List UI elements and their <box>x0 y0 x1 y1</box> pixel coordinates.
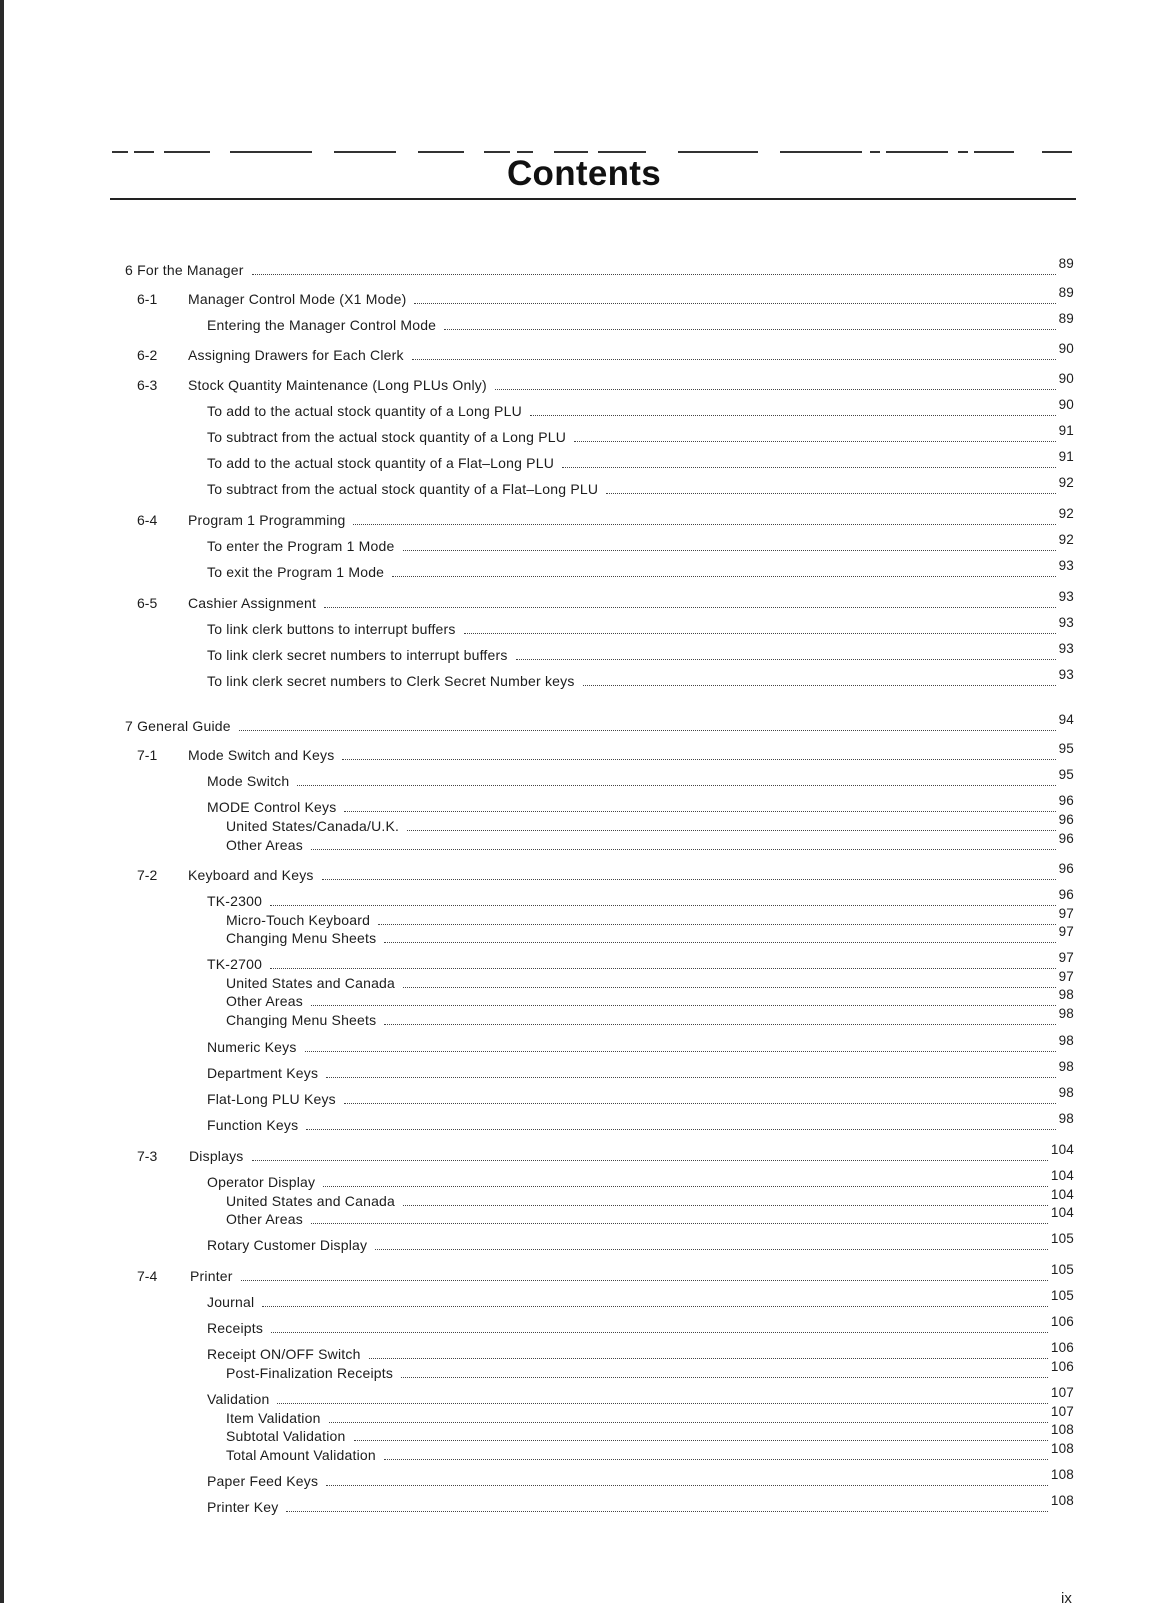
toc-entry-title: Operator Display <box>207 1174 316 1190</box>
toc-entry-title: Cashier Assignment <box>188 595 317 611</box>
toc-section-number: 7-1 <box>137 747 158 763</box>
title-underline <box>110 198 1076 200</box>
toc-dot-leader <box>326 1484 1048 1486</box>
toc-entry-title: Paper Feed Keys <box>207 1473 319 1489</box>
toc-entry-page: 98 <box>1058 1085 1074 1100</box>
toc-entry <box>207 1087 1074 1107</box>
toc-dot-leader <box>342 758 1055 760</box>
toc-entry <box>207 1469 1074 1489</box>
toc-entry-title: Subtotal Validation <box>226 1428 346 1444</box>
toc-dot-leader <box>444 328 1055 330</box>
toc-entry-title: Assigning Drawers for Each Clerk <box>188 347 404 363</box>
toc-entry-title: Other Areas <box>226 1211 303 1227</box>
toc-entry-page: 96 <box>1058 812 1074 827</box>
toc-entry-page: 90 <box>1058 397 1074 412</box>
toc-dot-leader <box>270 967 1055 969</box>
toc-entry-title: Item Validation <box>226 1410 321 1426</box>
toc-entry <box>207 1170 1074 1190</box>
toc-entry <box>226 1207 1074 1227</box>
toc-entry-page: 107 <box>1050 1385 1074 1400</box>
toc-entry-page: 97 <box>1058 924 1074 939</box>
toc-entry <box>226 814 1074 834</box>
toc-entry-page: 93 <box>1058 641 1074 656</box>
toc-entry-title: Micro-Touch Keyboard <box>226 912 371 928</box>
toc-entry-page: 89 <box>1058 285 1074 300</box>
toc-entry-page: 105 <box>1050 1288 1074 1303</box>
toc-entry <box>207 425 1074 445</box>
toc-entry-title: Mode Switch <box>207 773 290 789</box>
toc-entry <box>207 769 1074 789</box>
page-title: Contents <box>506 154 662 193</box>
toc-entry <box>188 863 1074 883</box>
toc-entry-page: 97 <box>1058 969 1074 984</box>
toc-entry <box>226 1424 1074 1444</box>
toc-entry-page: 93 <box>1058 589 1074 604</box>
toc-dot-leader <box>270 904 1055 906</box>
toc-dot-leader <box>384 1023 1055 1025</box>
toc-entry-title: Flat-Long PLU Keys <box>207 1091 336 1107</box>
toc-entry-page: 104 <box>1050 1142 1074 1157</box>
toc-dot-leader <box>414 302 1055 304</box>
toc-entry-page: 106 <box>1050 1314 1074 1329</box>
toc-section-number: 7-2 <box>137 867 158 883</box>
toc-dot-leader <box>311 1222 1048 1224</box>
toc-entry <box>207 795 1074 815</box>
toc-entry-page: 108 <box>1050 1422 1074 1437</box>
toc-entry-title: MODE Control Keys <box>207 799 337 815</box>
toc-entry-page: 108 <box>1050 1493 1074 1508</box>
toc-entry-title: Department Keys <box>207 1065 319 1081</box>
toc-entry-page: 93 <box>1058 615 1074 630</box>
toc-dot-leader <box>344 1102 1056 1104</box>
toc-entry-page: 93 <box>1058 558 1074 573</box>
toc-entry-title: To subtract from the actual stock quantity of a Flat–Long PLU <box>207 481 599 497</box>
toc-dot-leader <box>286 1510 1047 1512</box>
toc-entry-title: Changing Menu Sheets <box>226 1012 377 1028</box>
toc-entry-title: Changing Menu Sheets <box>226 930 377 946</box>
toc-dot-leader <box>329 1421 1048 1423</box>
toc-section-number: 6-1 <box>137 291 158 307</box>
toc-entry-title: Entering the Manager Control Mode <box>207 317 437 333</box>
toc-dot-leader <box>305 1050 1056 1052</box>
toc-entry-page: 107 <box>1050 1404 1074 1419</box>
toc-entry <box>207 1387 1074 1407</box>
toc-entry-title: Printer Key <box>207 1499 279 1515</box>
toc-dot-leader <box>271 1331 1048 1333</box>
toc-dot-leader <box>353 523 1055 525</box>
toc-section-number: 6-2 <box>137 347 158 363</box>
toc-entry-title: Printer <box>190 1268 233 1284</box>
toc-entry <box>226 1008 1074 1028</box>
toc-entry <box>226 1443 1074 1463</box>
toc-entry-title: United States and Canada <box>226 975 396 991</box>
toc-entry-page: 98 <box>1058 987 1074 1002</box>
toc-dot-leader <box>297 784 1055 786</box>
toc-entry-title: United States and Canada <box>226 1193 396 1209</box>
toc-entry-page: 92 <box>1058 532 1074 547</box>
toc-entry <box>125 258 1074 278</box>
toc-entry-page: 105 <box>1050 1262 1074 1277</box>
toc-entry-title: To add to the actual stock quantity of a Flat–Long PLU <box>207 455 555 471</box>
toc-entry-page: 98 <box>1058 1059 1074 1074</box>
toc-dot-leader <box>384 1458 1048 1460</box>
toc-dot-leader <box>375 1248 1048 1250</box>
toc-dot-leader <box>311 1004 1056 1006</box>
toc-entry-title: To enter the Program 1 Mode <box>207 538 395 554</box>
toc-dot-leader <box>583 684 1056 686</box>
toc-entry-page: 97 <box>1058 950 1074 965</box>
toc-dot-leader <box>241 1279 1048 1281</box>
toc-entry-title: Function Keys <box>207 1117 299 1133</box>
toc-entry-page: 96 <box>1058 887 1074 902</box>
toc-entry <box>190 1264 1074 1284</box>
toc-entry-page: 108 <box>1050 1467 1074 1482</box>
toc-dot-leader <box>606 492 1055 494</box>
toc-entry <box>207 1290 1074 1310</box>
toc-entry-title: 6 For the Manager <box>125 262 244 278</box>
toc-entry-page: 94 <box>1058 712 1074 727</box>
toc-entry <box>207 952 1074 972</box>
toc-entry <box>207 451 1074 471</box>
toc-entry-title: To link clerk secret numbers to Clerk Secret Number keys <box>207 673 575 689</box>
toc-entry <box>189 1144 1074 1164</box>
toc-dot-leader <box>324 606 1055 608</box>
toc-entry <box>226 908 1074 928</box>
toc-entry-title: Program 1 Programming <box>188 512 346 528</box>
toc-dot-leader <box>407 829 1055 831</box>
toc-entry-page: 106 <box>1050 1359 1074 1374</box>
toc-entry-title: Journal <box>207 1294 255 1310</box>
toc-section-number: 7-4 <box>137 1268 158 1284</box>
toc-entry-title: Other Areas <box>226 837 303 853</box>
toc-dot-leader <box>403 549 1056 551</box>
toc-entry <box>226 971 1074 991</box>
toc-entry <box>207 1035 1074 1055</box>
toc-entry <box>207 1233 1074 1253</box>
toc-entry-page: 90 <box>1058 371 1074 386</box>
toc-entry <box>188 508 1074 528</box>
toc-dot-leader <box>401 1376 1048 1378</box>
toc-entry-page: 106 <box>1050 1340 1074 1355</box>
toc-entry-title: Stock Quantity Maintenance (Long PLUs Only) <box>188 377 487 393</box>
toc-dot-leader <box>403 986 1056 988</box>
binding-edge <box>0 0 4 1603</box>
toc-entry-page: 104 <box>1050 1168 1074 1183</box>
toc-entry-title: 7 General Guide <box>125 718 231 734</box>
toc-dot-leader <box>384 941 1055 943</box>
toc-entry-title: To link clerk secret numbers to interrupt buffers <box>207 647 508 663</box>
toc-entry <box>226 1361 1074 1381</box>
toc-dot-leader <box>369 1357 1048 1359</box>
toc-section-number: 6-3 <box>137 377 158 393</box>
toc-entry <box>188 287 1074 307</box>
toc-entry <box>207 1061 1074 1081</box>
toc-entry-page: 108 <box>1050 1441 1074 1456</box>
toc-entry <box>207 313 1074 333</box>
toc-entry-page: 95 <box>1058 767 1074 782</box>
toc-entry <box>207 643 1074 663</box>
toc-dot-leader <box>378 923 1056 925</box>
toc-entry-title: To add to the actual stock quantity of a Long PLU <box>207 403 522 419</box>
toc-entry-title: Numeric Keys <box>207 1039 297 1055</box>
toc-entry-title: Rotary Customer Display <box>207 1237 368 1253</box>
toc-dot-leader <box>344 810 1055 812</box>
toc-dot-leader <box>412 358 1056 360</box>
toc-dot-leader <box>403 1204 1048 1206</box>
toc-entry-title: To subtract from the actual stock quantity of a Long PLU <box>207 429 567 445</box>
toc-section-number: 6-4 <box>137 512 158 528</box>
toc-entry <box>207 399 1074 419</box>
toc-entry <box>226 989 1074 1009</box>
toc-entry-title: Displays <box>189 1148 244 1164</box>
toc-entry-title: Total Amount Validation <box>226 1447 376 1463</box>
toc-entry-page: 89 <box>1058 256 1074 271</box>
toc-dot-leader <box>323 1185 1048 1187</box>
toc-entry <box>188 373 1074 393</box>
toc-dot-leader <box>239 729 1056 731</box>
toc-entry <box>188 343 1074 363</box>
toc-entry-title: Validation <box>207 1391 270 1407</box>
toc-entry-title: Receipt ON/OFF Switch <box>207 1346 361 1362</box>
toc-entry-title: TK-2700 <box>207 956 263 972</box>
toc-entry <box>207 669 1074 689</box>
toc-entry <box>226 1406 1074 1426</box>
toc-entry-page: 98 <box>1058 1033 1074 1048</box>
toc-entry <box>207 477 1074 497</box>
toc-dot-leader <box>262 1305 1048 1307</box>
toc-entry-title: Manager Control Mode (X1 Mode) <box>188 291 407 307</box>
toc-entry-title: To exit the Program 1 Mode <box>207 564 385 580</box>
toc-dot-leader <box>574 440 1056 442</box>
toc-entry <box>125 714 1074 734</box>
toc-entry-title: To link clerk buttons to interrupt buffers <box>207 621 456 637</box>
toc-dot-leader <box>326 1076 1055 1078</box>
toc-entry <box>226 833 1074 853</box>
toc-entry <box>207 1342 1074 1362</box>
toc-entry <box>226 926 1074 946</box>
toc-entry-page: 104 <box>1050 1205 1074 1220</box>
toc-entry-title: Other Areas <box>226 993 303 1009</box>
toc-dot-leader <box>277 1402 1047 1404</box>
toc-section-number: 6-5 <box>137 595 158 611</box>
toc-entry-title: Mode Switch and Keys <box>188 747 335 763</box>
toc-dot-leader <box>562 466 1056 468</box>
toc-section-number: 7-3 <box>137 1148 158 1164</box>
toc-entry-page: 90 <box>1058 341 1074 356</box>
toc-dot-leader <box>311 848 1056 850</box>
toc-entry-page: 98 <box>1058 1006 1074 1021</box>
toc-entry-page: 91 <box>1058 449 1074 464</box>
toc-entry <box>188 743 1074 763</box>
toc-entry-title: Post-Finalization Receipts <box>226 1365 394 1381</box>
toc-entry-title: United States/Canada/U.K. <box>226 818 400 834</box>
toc-entry <box>207 1316 1074 1336</box>
toc-entry-page: 104 <box>1050 1187 1074 1202</box>
toc-entry <box>207 1495 1074 1515</box>
toc-entry-title: TK-2300 <box>207 893 263 909</box>
toc-entry <box>188 591 1074 611</box>
toc-dot-leader <box>464 632 1056 634</box>
toc-entry-page: 97 <box>1058 906 1074 921</box>
toc-entry-page: 96 <box>1058 793 1074 808</box>
toc-entry-page: 93 <box>1058 667 1074 682</box>
toc-entry <box>207 617 1074 637</box>
toc-entry-title: Keyboard and Keys <box>188 867 314 883</box>
toc-dot-leader <box>530 414 1056 416</box>
toc-entry-page: 96 <box>1058 861 1074 876</box>
toc-entry-page: 98 <box>1058 1111 1074 1126</box>
toc-dot-leader <box>354 1439 1048 1441</box>
toc-entry-page: 96 <box>1058 831 1074 846</box>
toc-entry-page: 92 <box>1058 506 1074 521</box>
toc-entry-page: 89 <box>1058 311 1074 326</box>
toc-dot-leader <box>252 1159 1048 1161</box>
toc-entry-page: 91 <box>1058 423 1074 438</box>
toc-dot-leader <box>392 575 1055 577</box>
toc-dot-leader <box>306 1128 1055 1130</box>
page-number: ix <box>1061 1590 1072 1607</box>
toc-dot-leader <box>516 658 1056 660</box>
toc-dot-leader <box>495 388 1056 390</box>
toc-entry-page: 105 <box>1050 1231 1074 1246</box>
toc-entry <box>207 560 1074 580</box>
toc-dot-leader <box>322 878 1056 880</box>
toc-entry <box>207 534 1074 554</box>
toc-entry <box>207 1113 1074 1133</box>
toc-entry <box>226 1189 1074 1209</box>
toc-dot-leader <box>252 273 1056 275</box>
toc-entry <box>207 889 1074 909</box>
toc-entry-title: Receipts <box>207 1320 264 1336</box>
toc-entry-page: 95 <box>1058 741 1074 756</box>
toc-entry-page: 92 <box>1058 475 1074 490</box>
